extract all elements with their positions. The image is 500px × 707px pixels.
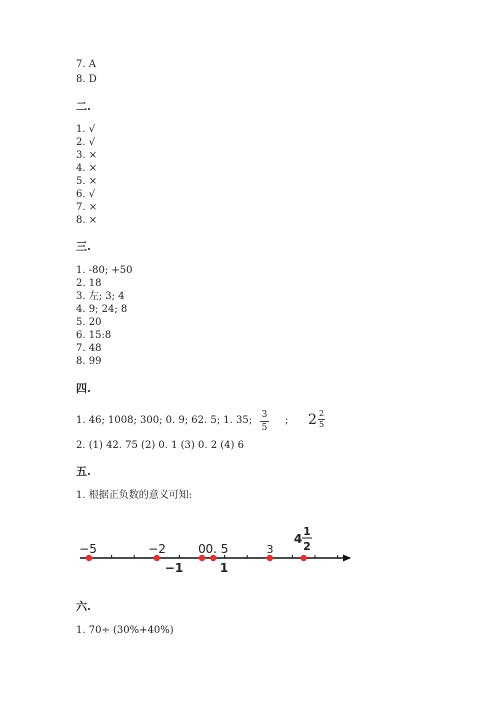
mixed-numerator: 2 (318, 409, 325, 418)
section-4-heading: 四. (76, 382, 91, 395)
label-0-5: 0. 5 (205, 542, 229, 556)
s3-answer-4: 4. 9; 24; 8 (76, 304, 128, 315)
s2-answer-1: 1. √ (76, 124, 96, 135)
s3-answer-7: 7. 48 (76, 343, 102, 354)
arrow-head-icon (343, 555, 351, 562)
s6-answer-1: 1. 70÷ (30%+40%) (76, 625, 174, 636)
label-neg-2: −2 (148, 542, 166, 556)
separator: ; (285, 415, 289, 426)
s3-answer-5: 5. 20 (76, 317, 102, 328)
label-neg-5: −5 (79, 542, 97, 556)
answer-8: 8. D (76, 74, 97, 85)
s2-answer-5: 5. × (76, 176, 98, 187)
s2-answer-8: 8. × (76, 215, 98, 226)
s3-answer-1: 1. -80; +50 (76, 265, 133, 276)
s4-answer-2: 2. (1) 42. 75 (2) 0. 1 (3) 0. 2 (4) 6 (76, 440, 244, 451)
mixed-fraction (318, 410, 325, 429)
number-line (0, 520, 500, 610)
s4-answer-1: 1. 46; 1008; 300; 0. 9; 62. 5; 1. 35; (76, 415, 253, 426)
label-1: 1 (219, 561, 229, 575)
number-line-point (301, 555, 307, 561)
label-4-half-den: 2 (303, 540, 311, 553)
label-4-half-whole: 4 (293, 532, 303, 546)
s2-answer-2: 2. √ (76, 137, 96, 148)
section-3-heading: 三. (76, 240, 91, 253)
s3-answer-6: 6. 15:8 (76, 330, 112, 341)
s5-answer-1: 1. 根据正负数的意义可知: (76, 490, 193, 501)
s2-answer-6: 6. √ (76, 189, 96, 200)
section-2-heading: 二. (76, 100, 91, 113)
s3-answer-2: 2. 18 (76, 278, 102, 289)
answer-7: 7. A (76, 59, 96, 70)
label-0: 0 (198, 542, 206, 556)
fraction-denominator: 5 (261, 423, 268, 433)
label-4-half-num: 1 (303, 525, 311, 538)
section-5-heading: 五. (76, 465, 91, 478)
mixed-denominator: 5 (318, 420, 325, 429)
s2-answer-7: 7. × (76, 202, 98, 213)
fraction-three-fifths (260, 410, 269, 433)
fraction-numerator: 3 (261, 410, 268, 420)
label-3: 3 (266, 543, 274, 556)
s3-answer-8: 8. 99 (76, 356, 102, 367)
mixed-number (308, 412, 317, 428)
s2-answer-3: 3. × (76, 150, 98, 161)
s3-answer-3: 3. 左; 3; 4 (76, 291, 125, 302)
mixed-whole: 2 (308, 412, 317, 428)
label-neg-1: −1 (164, 561, 184, 575)
section-6-heading: 六. (76, 600, 91, 613)
s2-answer-4: 4. × (76, 163, 98, 174)
